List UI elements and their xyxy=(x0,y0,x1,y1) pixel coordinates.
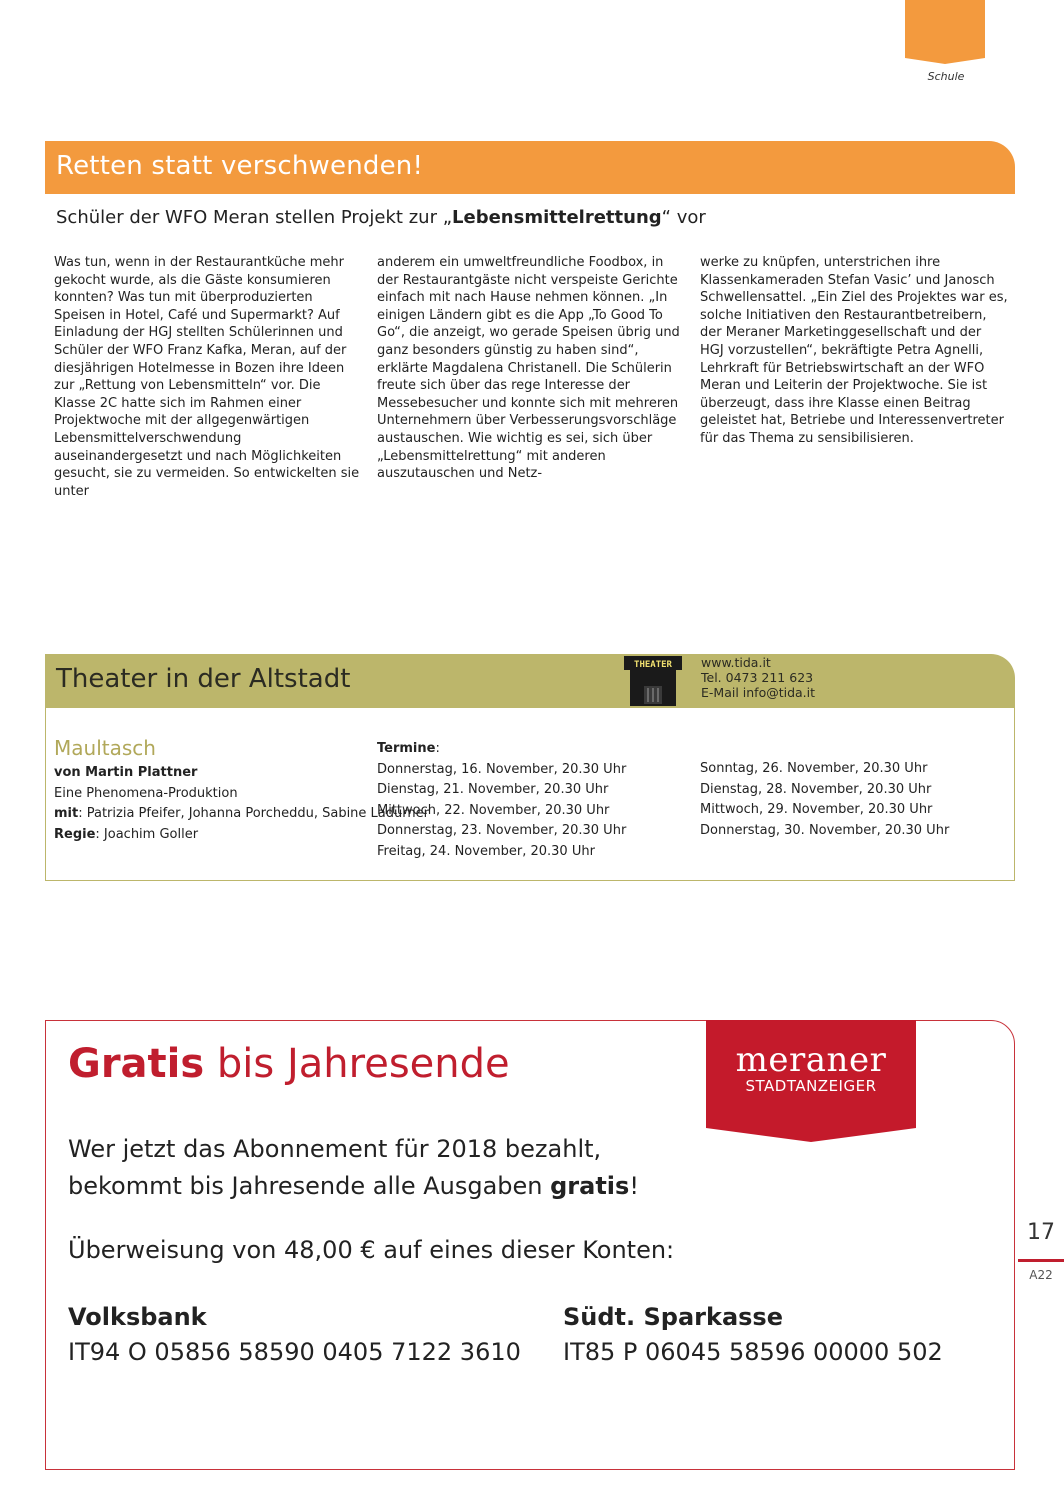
dates-heading: Termine: xyxy=(377,741,440,756)
theater-contact xyxy=(701,655,815,700)
svg-text:THEATER: THEATER xyxy=(634,660,672,670)
ad-line2-post: ! xyxy=(629,1172,639,1200)
ad-text-line-3: Überweisung von 48,00 € auf eines dieser Konten: xyxy=(68,1236,675,1264)
play-author: von Martin Plattner xyxy=(54,765,198,780)
cast-names: : Patrizia Pfeifer, Johanna Porcheddu, Sabine Ladurner xyxy=(78,806,429,821)
ad-text-line-1: Wer jetzt das Abonnement für 2018 bezahlt, xyxy=(68,1135,602,1163)
date-item: Mittwoch, 29. November, 20.30 Uhr xyxy=(700,802,933,817)
date-item: Dienstag, 21. November, 20.30 Uhr xyxy=(377,782,609,797)
page-number-divider xyxy=(1018,1259,1064,1262)
ad-title-bold: Gratis xyxy=(68,1041,205,1087)
ad-text-line-2 xyxy=(68,1172,639,1200)
date-item: Mittwoch, 22. November, 20.30 Uhr xyxy=(377,802,610,818)
play-title: Maultasch xyxy=(54,736,156,760)
play-info xyxy=(54,763,429,845)
theater-title: Theater in der Altstadt xyxy=(56,664,351,694)
brand-subtitle: STADTANZEIGER xyxy=(745,1077,877,1095)
subtitle-text-pre: Schüler der WFO Meran stellen Projekt zur „ xyxy=(56,207,453,228)
bank-name: Volksbank xyxy=(68,1303,207,1331)
subtitle-text-post: “ vor xyxy=(661,207,706,228)
date-item: Donnerstag, 30. November, 20.30 Uhr xyxy=(700,822,950,838)
theater-email[interactable]: E-Mail info@tida.it xyxy=(701,685,816,700)
theater-phone: Tel. 0473 211 623 xyxy=(701,670,814,685)
ad-title-rest: bis Jahresende xyxy=(204,1041,510,1087)
date-item: Dienstag, 28. November, 20.30 Uhr xyxy=(700,781,932,797)
dates-label: Termine xyxy=(377,741,436,756)
director-name: : Joachim Goller xyxy=(95,826,199,842)
play-cast xyxy=(54,804,429,825)
ad-line2-pre: bekommt bis Jahresende alle Ausgaben xyxy=(68,1172,551,1200)
article-column-3: werke zu knüpfen, unterstrichen ihre Klassenkameraden Stefan Vasic’ und Janosch Schwellensattel. „Ein Ziel des Projektes war es, solche Initiativen den Restaurantbetreibern, der Meraner Marketinggesellschaft und der HGJ vorzustellen“, bekräftigte Petra Agnelli, Lehrkraft für Betriebswirtschaft an der WFO Meran und Leiterin der Projektwoche. Sie ist überzeugt, dass ihre Klasse einen Beitrag geleistet hat, Betriebe und Interessenvertreter für das Thema zu sensibilisieren. xyxy=(700,255,1008,446)
section-label: Schule xyxy=(927,70,965,83)
cast-label: mit xyxy=(54,806,79,821)
page-number: 17 xyxy=(1027,1220,1055,1245)
theater-website[interactable]: www.tida.it xyxy=(701,655,771,670)
brand-name: meraner xyxy=(735,1040,887,1080)
bank-iban: IT85 P 06045 58596 00000 502 xyxy=(563,1338,943,1366)
date-item: Donnerstag, 16. November, 20.30 Uhr xyxy=(377,761,627,777)
date-item: Donnerstag, 23. November, 20.30 Uhr xyxy=(377,823,627,838)
director-label: Regie xyxy=(54,826,96,842)
page-code: A22 xyxy=(1029,1268,1053,1282)
subtitle-text-bold: Lebensmittelrettung xyxy=(452,207,662,228)
bank-iban: IT94 O 05856 58590 0405 7122 3610 xyxy=(68,1338,521,1366)
date-item: Freitag, 24. November, 20.30 Uhr xyxy=(377,843,595,859)
section-tab-marker xyxy=(905,0,985,64)
dates-column-2 xyxy=(700,759,949,841)
ad-title xyxy=(68,1041,510,1087)
theater-logo xyxy=(624,656,682,706)
article-title: Retten statt verschwenden! xyxy=(56,151,424,181)
ad-line2-bold: gratis xyxy=(550,1172,630,1200)
date-item: Sonntag, 26. November, 20.30 Uhr xyxy=(700,761,928,776)
article-column-2: anderem ein umweltfreundliche Foodbox, in der Restaurantgäste nicht verspeiste Gerichte einfach mit nach Hause nehmen können. „In einigen Ländern gibt es die App „To Good To Go“, die anzeigt, wo gerade Speisen übrig und ganz besonders günstig zu haben sind“, erklärte Magdalena Christanell. Die Schülerin freute sich über das rege Interesse der Messebesucher und konnte sich mit mehreren Unternehmern über Verbesserungsvorschläge austauschen. Wie wichtig es sei, sich über „Lebensmittelrettung“ mit anderen auszutauschen und Netz- xyxy=(377,255,680,482)
article-subtitle xyxy=(56,207,706,228)
article-column-1: Was tun, wenn in der Restaurantküche mehr gekocht wurde, als die Gäste konsumieren konnten? Was tun mit überproduzierten Speisen in Hotel, Café und Supermarkt? Auf Einladung der HGJ stellten Schülerinnen und Schüler der WFO Franz Kafka, Meran, auf der diesjährigen Hotelmesse in Bozen ihre Ideen zur „Rettung von Lebensmitteln“ vor. Die Klasse 2C hatte sich im Rahmen einer Projektwoche mit der allgegenwärtigen Lebensmittelverschwendung auseinandergesetzt und nach Möglichkeiten gesucht, sie zu vermeiden. So entwickelten sie unter xyxy=(54,255,360,499)
play-director xyxy=(54,825,429,846)
dates-column-1 xyxy=(377,739,626,862)
play-production: Eine Phenomena-Produktion xyxy=(54,785,238,801)
bank-name: Südt. Sparkasse xyxy=(563,1303,783,1331)
